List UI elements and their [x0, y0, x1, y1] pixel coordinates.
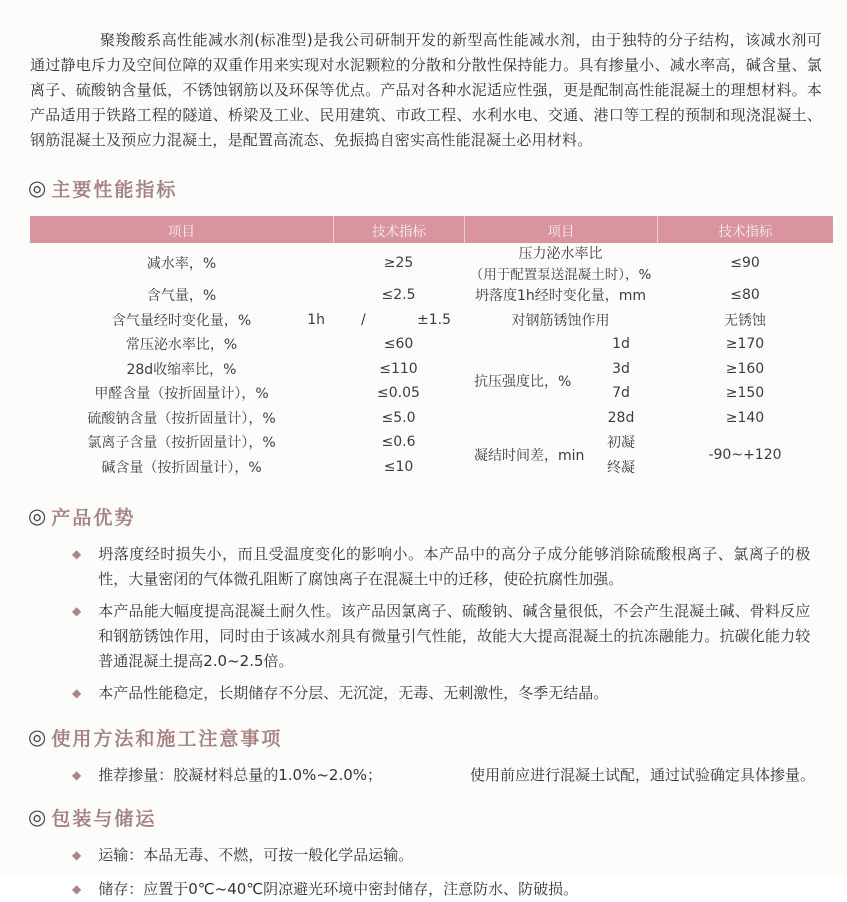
table-row: [30, 243, 464, 283]
age-label: 1d: [612, 336, 630, 353]
dosage-text: 推荐掺量：胶凝材料总量的1.0%~2.0%；: [98, 766, 383, 784]
row-sub-time: 1h: [307, 311, 325, 328]
row-sub-slash: /: [361, 311, 366, 328]
row-value: ≤110: [379, 360, 418, 377]
table-row: [30, 308, 464, 333]
performance-table: [30, 216, 833, 479]
table-header-cell: 技术指标: [657, 216, 833, 243]
section-title: 包装与储运: [51, 808, 157, 830]
strength-value: ≥160: [725, 360, 765, 377]
list-item: [30, 542, 830, 592]
section-marker-icon: ◎: [28, 504, 47, 528]
advantages-list: [30, 542, 830, 706]
table-row: [30, 455, 464, 480]
row-label: 对钢筋锈蚀作用: [511, 312, 610, 329]
row-value: ≤5.0: [381, 409, 416, 426]
diamond-bullet-icon: ◆: [72, 848, 82, 862]
table-row: [30, 332, 464, 357]
table-body: [30, 243, 833, 479]
section-title: 使用方法和施工注意事项: [51, 728, 283, 750]
row-label: 甲醛含量（按折固量计），%: [94, 386, 269, 403]
strength-value: ≥170: [725, 336, 765, 353]
row-value: ≤2.5: [381, 287, 416, 304]
table-left-half: [30, 243, 464, 479]
age-label: 28d: [607, 409, 635, 426]
row-value: ≤60: [383, 336, 414, 353]
table-row: [464, 283, 833, 308]
strength-age-column: [587, 332, 655, 430]
row-label: [30, 308, 333, 333]
section-heading-usage: [28, 724, 830, 751]
strength-value: ≥150: [725, 385, 765, 402]
list-item: [30, 843, 830, 868]
bullet-text: 运输：本品无毒、不燃，可按一般化学品运输。: [98, 846, 414, 864]
list-item: [30, 763, 830, 788]
section-heading-packing: [28, 804, 830, 831]
row-label: 常压泌水率比，%: [125, 337, 238, 354]
row-value: 无锈蚀: [724, 312, 766, 329]
section-title: 主要性能指标: [51, 179, 178, 201]
row-value: [333, 308, 464, 333]
table-row: [464, 308, 833, 333]
diamond-bullet-icon: ◆: [72, 768, 82, 782]
strength-value-column: [657, 332, 833, 430]
table-row: [30, 357, 464, 382]
row-value: ≥25: [383, 255, 414, 271]
diamond-bullet-icon: ◆: [72, 604, 82, 618]
row-value: ≤0.6: [381, 434, 416, 451]
table-row: [30, 381, 464, 406]
row-label-line2: （用于配置泵送混凝土时），%: [469, 267, 652, 283]
table-row: [30, 283, 464, 308]
list-item: [30, 599, 830, 674]
row-label: 含气量，%: [146, 288, 217, 305]
bullet-text: [98, 763, 828, 788]
setting-label-cell: [464, 430, 657, 479]
table-right-half: [464, 243, 833, 479]
diamond-bullet-icon: ◆: [72, 882, 82, 896]
table-row: [464, 243, 833, 283]
diamond-bullet-icon: ◆: [72, 686, 82, 700]
list-item: [30, 877, 830, 902]
table-header-row: [30, 216, 833, 243]
stage-label: 初凝: [607, 435, 635, 452]
table-row: [30, 430, 464, 455]
row-label: 坍落度1h经时变化量，mm: [474, 288, 647, 305]
list-item: [30, 681, 830, 706]
table-header-cell: 项目: [464, 216, 657, 243]
row-label: 氯离子含量（按折固量计），%: [87, 435, 276, 452]
bullet-text: 坍落度经时损失小，而且受温度变化的影响小。本产品中的高分子成分能够消除硫酸根离子、氯离子的极性，大量密闭的气体微孔阻断了腐蚀离子在混凝土中的迁移，使砼抗腐性加强。: [98, 545, 811, 588]
strength-group-label: 抗压强度比，%: [474, 374, 572, 390]
setting-stage-column: [587, 430, 655, 479]
row-label: 硫酸钠含量（按折固量计），%: [87, 410, 276, 427]
bullet-text: 本产品性能稳定，长期储存不分层、无沉淀，无毒、无刺激性，冬季无结晶。: [98, 684, 609, 702]
intro-paragraph: 聚羧酸系高性能减水剂(标准型)是我公司研制开发的新型高性能减水剂，由于独特的分子结构，该减水剂可通过静电斥力及空间位障的双重作用来实现对水泥颗粒的分散和分散性保持能力。具有掺量小、减水率高，碱含量、氯离子、硫酸钠含量低，不锈蚀钢筋以及环保等优点。产品对各种水泥适应性强，更是配制高性能混凝土的理想材料。本产品适用于铁路工程的隧道、桥梁及工业、民用建筑、市政工程、水利水电、交通、港口等工程的预制和现浇混凝土、钢筋混凝土及预应力混凝土，是配置高流态、免振捣自密实高性能混凝土必用材料。: [30, 31, 822, 149]
row-label-text: 含气量经时变化量，%: [111, 312, 252, 329]
strength-label-cell: [464, 332, 657, 430]
row-label: 碱含量（按折固量计），%: [101, 459, 262, 476]
section-heading-performance: [28, 175, 830, 202]
row-label: 28d收缩率比，%: [126, 361, 237, 378]
section-title: 产品优势: [51, 507, 136, 529]
setting-group-label: 凝结时间差，min: [474, 447, 585, 464]
setting-time-group: [464, 430, 833, 479]
table-row: [30, 406, 464, 431]
table-header-cell: 项目: [168, 223, 195, 240]
section-marker-icon: ◎: [28, 176, 47, 200]
row-value: ≤0.05: [377, 385, 420, 402]
age-label: 3d: [612, 360, 630, 377]
trial-mix-text: 使用前应进行混凝土试配，通过试验确定具体掺量。: [470, 766, 816, 784]
packing-list: [30, 843, 830, 902]
row-label: [464, 243, 657, 283]
table-header-cell: 技术指标: [333, 216, 464, 243]
row-value: ≤10: [383, 458, 414, 475]
strength-ratio-group: [464, 332, 833, 430]
age-label: 7d: [612, 385, 630, 402]
setting-value: -90~+120: [708, 446, 782, 463]
bullet-text: 本产品能大幅度提高混凝土耐久性。该产品因氯离子、硫酸钠、碱含量很低，不会产生混凝土碱、骨料反应和钢筋锈蚀作用，同时由于该减水剂具有微量引气性能，故能大大提高混凝土的抗冻融能力。抗碳化能力较普通混凝土提高2.0~2.5倍。: [98, 602, 811, 670]
diamond-bullet-icon: ◆: [72, 547, 82, 561]
usage-list: [30, 763, 830, 788]
strength-value: ≥140: [725, 409, 765, 426]
row-sub-value: ±1.5: [417, 311, 451, 328]
setting-value-column: [657, 430, 833, 479]
row-label: 减水率，%: [146, 256, 217, 272]
section-heading-advantages: [28, 503, 830, 530]
stage-label: 终凝: [607, 459, 635, 476]
section-marker-icon: ◎: [28, 725, 47, 749]
row-value: ≤80: [730, 287, 760, 304]
row-value: ≤90: [730, 255, 760, 271]
row-label-line1: 压力泌水率比: [518, 246, 603, 262]
section-marker-icon: ◎: [28, 805, 47, 829]
bullet-text: 储存：应置于0℃~40℃阴凉避光环境中密封储存，注意防水、防破损。: [98, 880, 579, 898]
